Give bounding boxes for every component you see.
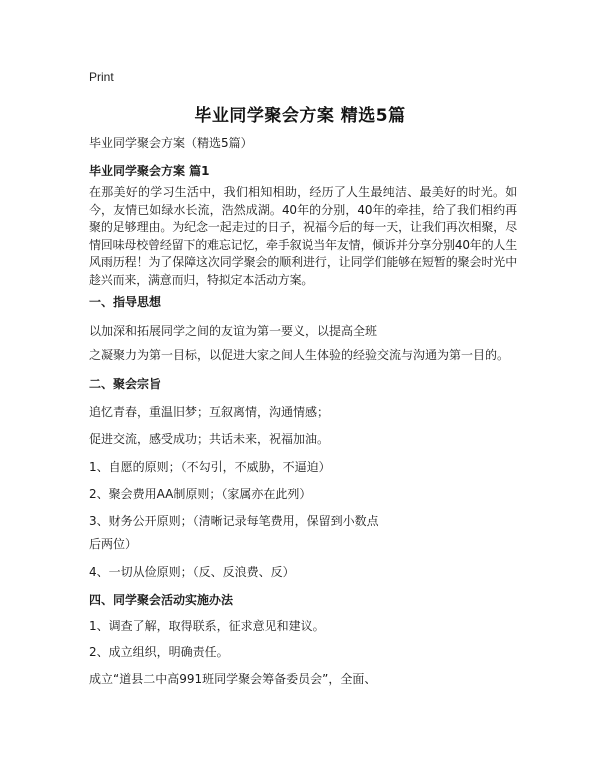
section-heading-implementation: 四、同学聚会活动实施办法	[89, 593, 234, 607]
paragraph-line: 成立“道县二中高991班同学聚会筹备委员会”，全面、	[89, 672, 377, 686]
list-item: 2、成立组织，明确责任。	[89, 645, 229, 659]
list-item: 3、财务公开原则；（清晰记录每笔费用，保留到小数点	[89, 514, 379, 528]
list-item: 1、调查了解，取得联系，征求意见和建议。	[89, 619, 325, 633]
paragraph-line: 之凝聚力为第一目标，以促进大家之间人生体验的经验交流与沟通为第一目的。	[89, 348, 510, 362]
paragraph-line: 追忆青春，重温旧梦；互叙离情，沟通情感；	[89, 405, 330, 419]
list-item-continuation: 后两位）	[89, 537, 138, 551]
paragraph-line: 促进交流，感受成功；共话未来，祝福加油。	[89, 432, 330, 446]
list-item: 2、聚会费用AA制原则；（家属亦在此列）	[89, 487, 312, 501]
list-item: 4、一切从俭原则；（反、反浪费、反）	[89, 565, 295, 579]
list-item: 1、自愿的原则；（不勾引，不威胁，不逼迫）	[89, 460, 331, 474]
section-heading-guiding-thought: 一、指导思想	[89, 295, 162, 309]
section-heading-purpose: 二、聚会宗旨	[89, 377, 162, 391]
page-title: 毕业同学聚会方案 精选5篇	[194, 106, 406, 126]
paragraph-line: 以加深和拓展同学之间的友谊为第一要义，以提高全班	[89, 324, 378, 338]
subtitle: 毕业同学聚会方案（精选5篇）	[89, 136, 253, 150]
article-heading: 毕业同学聚会方案 篇1	[89, 164, 210, 178]
intro-paragraph: 在那美好的学习生活中，我们相知相助，经历了人生最纯洁、最美好的时光。如今，友情已如绿水长流，浩然成湖。40年的分别，40年的牵挂，给了我们相约再聚的足够理由。为纪念一起走过的日子，祝福今后的每一天，让我们再次相聚，尽情回味母校曾经留下的难忘记忆，牵手叙说当年友情，倾诉并分享分别40年的人生风雨历程！为了保障这次同学聚会的顺利进行，让同学们能够在短暂的聚会时光中趁兴而来，满意而归，特拟定本活动方案。	[89, 185, 517, 287]
print-label: Print	[89, 70, 114, 84]
